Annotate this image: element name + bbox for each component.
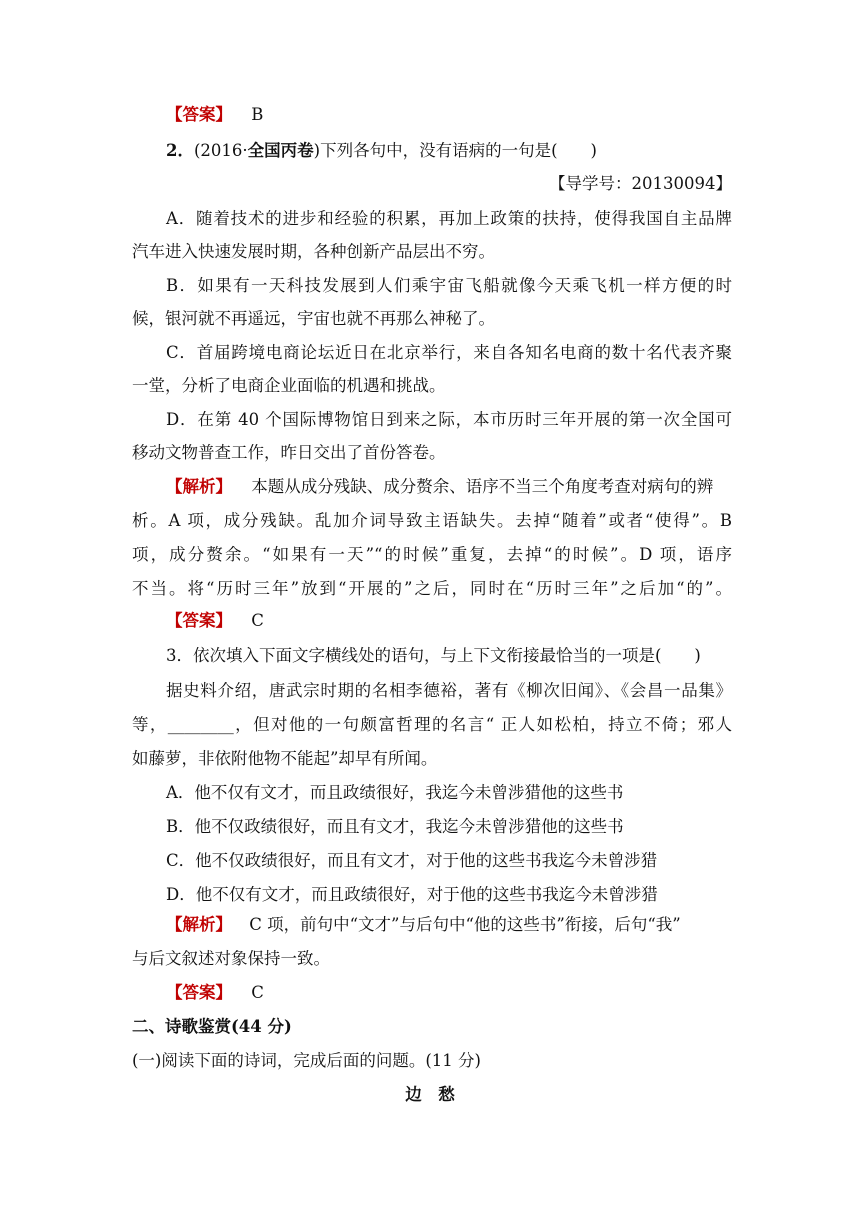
source-exam: 全国丙卷 — [247, 141, 314, 160]
analysis-text: 本题从成分残缺、成分赘余、语序不当三个角度考查对病句的辨 — [251, 477, 714, 496]
answer-label: 【答案】 — [166, 611, 232, 630]
q1-answer-line — [166, 104, 766, 126]
answer-value: C — [251, 611, 264, 630]
option-b-line1: B．如果有一天科技发展到人们乘宇宙飞船就像今天乘飞机一样方便的时 — [166, 276, 732, 295]
q3-passage-line1: 据史料介绍，唐武宗时期的名相李德裕，著有《柳次旧闻》、《会昌一品集》 — [166, 681, 732, 700]
q2-analysis-line4: 不当。将“历时三年”放到“开展的”之后，同时在“历时三年”之后加“的”。 — [132, 579, 732, 598]
option-c-line1: C．首届跨境电商论坛近日在北京举行，来自各知名电商的数十名代表齐聚 — [166, 343, 732, 362]
q2-answer-line — [166, 610, 766, 632]
source-prefix: (2016· — [193, 141, 248, 160]
option-d-line1: D．在第 40 个国际博物馆日到来之际，本市历时三年开展的第一次全国可 — [166, 410, 732, 429]
question-number: 2． — [166, 141, 194, 160]
analysis-label: 【解析】 — [166, 915, 232, 934]
q3-passage-line3: 如藤萝，非依附他物不能起”却早有所闻。 — [132, 749, 438, 768]
option-d-line2: 移动文物普查工作，昨日交出了首份答卷。 — [132, 443, 446, 462]
option-a-line2: 汽车进入快速发展时期，各种创新产品层出不穷。 — [132, 242, 495, 261]
answer-label: 【答案】 — [166, 983, 232, 1002]
option-c-line2: 一堂，分析了电商企业面临的机遇和挑战。 — [132, 376, 446, 395]
q3-passage-line2: 等，________，但对他的一句颇富哲理的名言“ 正人如松柏，持立不倚；邪人 — [132, 715, 732, 734]
option-a-line1: A．随着技术的进步和经验的积累，再加上政策的扶持，使得我国自主品牌 — [166, 209, 732, 228]
q3-option-b: B．他不仅政绩很好，而且有文才，我迄今未曾涉猎他的这些书 — [166, 817, 624, 836]
section-heading: 二、诗歌鉴赏(44 分) — [132, 1017, 292, 1036]
q3-analysis-line2: 与后文叙述对象保持一致。 — [132, 949, 330, 968]
guide-number: 【导学号：20130094】 — [549, 174, 732, 193]
q2-analysis-line3: 项，成分赘余。“如果有一天”“的时候”重复，去掉“的时候”。D 项，语序 — [132, 545, 732, 564]
answer-value: C — [251, 983, 264, 1002]
question-text: )下列各句中，没有语病的一句是( ) — [313, 141, 597, 160]
q3-analysis-line1 — [166, 914, 732, 936]
section-subheading: (一)阅读下面的诗词，完成后面的问题。(11 分) — [132, 1051, 481, 1070]
q3-answer-line — [166, 982, 766, 1004]
q2-stem — [166, 140, 766, 162]
analysis-label: 【解析】 — [166, 477, 232, 496]
answer-label: 【答案】 — [166, 105, 232, 124]
q3-option-c: C．他不仅政绩很好，而且有文才，对于他的这些书我迄今未曾涉猎 — [166, 851, 658, 870]
q3-option-a: A．他不仅有文才，而且政绩很好，我迄今未曾涉猎他的这些书 — [166, 783, 624, 802]
q3-option-d: D．他不仅有文才，而且政绩很好，对于他的这些书我迄今未曾涉猎 — [166, 885, 658, 904]
analysis-text: C 项，前句中“文才”与后句中“他的这些书”衔接，后句“我” — [249, 915, 681, 934]
q3-stem: 3．依次填入下面文字横线处的语句，与上下文衔接最恰当的一项是( ) — [166, 646, 701, 665]
poem-title: 边 愁 — [405, 1085, 455, 1104]
q2-analysis-line1 — [166, 476, 732, 498]
q2-analysis-line2: 析。A 项，成分残缺。乱加介词导致主语缺失。去掉“随着”或者“使得”。B — [132, 511, 732, 530]
option-b-line2: 候，银河就不再遥远，宇宙也就不再那么神秘了。 — [132, 309, 495, 328]
answer-value: B — [251, 105, 264, 124]
